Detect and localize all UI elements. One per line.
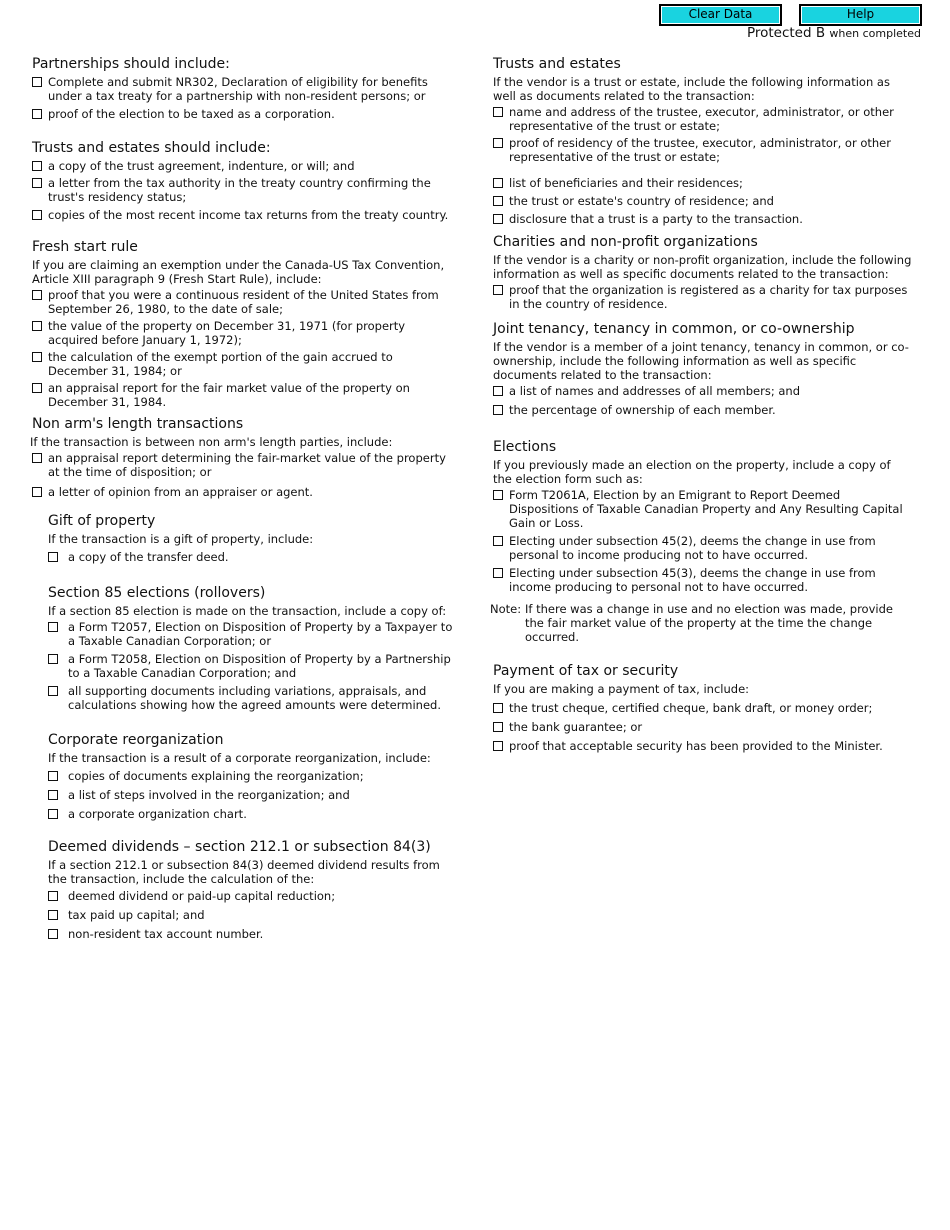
section-title: Deemed dividends – section 212.1 or subsection 84(3)	[48, 839, 431, 855]
section-title: Partnerships should include:	[32, 56, 230, 72]
checkbox[interactable]	[493, 285, 503, 295]
checkbox[interactable]	[493, 490, 503, 500]
protected-small: when completed	[829, 27, 921, 40]
section-title: Trusts and estates should include:	[32, 140, 271, 156]
checkbox[interactable]	[48, 790, 58, 800]
checklist-item: non-resident tax account number.	[48, 927, 456, 941]
section-title: Gift of property	[48, 513, 156, 529]
checkbox[interactable]	[48, 910, 58, 920]
checklist-item: disclosure that a trust is a party to the transaction.	[493, 212, 913, 226]
checklist-item: copies of documents explaining the reorganization;	[48, 769, 456, 783]
checklist-item: a list of steps involved in the reorganization; and	[48, 788, 456, 802]
section-intro: If you are claiming an exemption under the Canada-US Tax Convention, Article XIII paragraph 9 (Fresh Start Rule), include:	[32, 258, 445, 286]
checklist-item: a corporate organization chart.	[48, 807, 456, 821]
checklist-item: the trust cheque, certified cheque, bank draft, or money order;	[493, 701, 913, 715]
section-title: Corporate reorganization	[48, 732, 224, 748]
checklist-item: a Form T2058, Election on Disposition of Property by a Partnership to a Taxable Canadian Corporation; and	[48, 652, 456, 680]
section-title: Joint tenancy, tenancy in common, or co-ownership	[493, 321, 855, 337]
checklist-item: tax paid up capital; and	[48, 908, 456, 922]
checkbox[interactable]	[48, 686, 58, 696]
protected-b-label	[747, 26, 921, 41]
checkbox[interactable]	[32, 210, 42, 220]
checklist-item: deemed dividend or paid-up capital reduction;	[48, 889, 456, 903]
checklist-item: Electing under subsection 45(3), deems the change in use from income producing to personal not to have occurred.	[493, 566, 913, 594]
left-column	[32, 56, 456, 944]
checklist-item: copies of the most recent income tax returns from the treaty country.	[32, 208, 456, 222]
section-payment-of-tax	[493, 663, 913, 753]
checklist-item: a Form T2057, Election on Disposition of Property by a Taxpayer to a Taxable Canadian Corporation; or	[48, 620, 456, 648]
checklist-item: proof that the organization is registered as a charity for tax purposes in the country of residence.	[493, 283, 913, 311]
checkbox[interactable]	[32, 487, 42, 497]
section-gift-of-property	[32, 513, 456, 564]
checkbox[interactable]	[493, 178, 503, 188]
checkbox[interactable]	[493, 214, 503, 224]
section-intro: If a section 85 election is made on the transaction, include a copy of:	[48, 604, 447, 618]
checklist-item: name and address of the trustee, executor, administrator, or other representative of the trust or estate;	[493, 105, 913, 133]
section-intro: If you previously made an election on the property, include a copy of the election form such as:	[493, 458, 891, 486]
checklist-item: proof of the election to be taxed as a corporation.	[32, 107, 456, 121]
section-trusts-and-estates	[493, 56, 913, 226]
section-partnerships	[32, 56, 456, 121]
checkbox[interactable]	[48, 929, 58, 939]
note-text: If there was a change in use and no election was made, provide the fair market value of the property at the time the change occurred.	[525, 602, 893, 644]
section-intro: If the vendor is a trust or estate, include the following information as well as documents related to the transaction:	[493, 75, 890, 103]
checklist-item: a copy of the trust agreement, indenture, or will; and	[32, 159, 456, 173]
checklist-item: Electing under subsection 45(2), deems the change in use from personal to income producing not to have occurred.	[493, 534, 913, 562]
checkbox[interactable]	[32, 77, 42, 87]
checklist-item: proof of residency of the trustee, executor, administrator, or other representative of the trust or estate;	[493, 136, 913, 164]
checklist-item: Form T2061A, Election by an Emigrant to Report Deemed Dispositions of Taxable Canadian Property and Any Resulting Capital Gain or Loss.	[493, 488, 913, 530]
elections-note	[490, 602, 913, 644]
checkbox[interactable]	[493, 741, 503, 751]
checkbox[interactable]	[32, 109, 42, 119]
checkbox[interactable]	[493, 703, 503, 713]
checklist-item: the percentage of ownership of each member.	[493, 403, 913, 417]
section-deemed-dividends	[32, 839, 456, 941]
section-title: Non arm's length transactions	[32, 416, 244, 432]
checkbox[interactable]	[32, 178, 42, 188]
section-joint-tenancy	[493, 321, 913, 417]
checklist-item: an appraisal report for the fair market value of the property on December 31, 1984.	[32, 381, 456, 409]
section-section-85-elections	[32, 585, 456, 712]
checkbox[interactable]	[493, 536, 503, 546]
checkbox[interactable]	[493, 722, 503, 732]
checklist-item: an appraisal report determining the fair-market value of the property at the time of disposition; or	[32, 451, 456, 479]
checkbox[interactable]	[48, 891, 58, 901]
clear-data-button[interactable]: Clear Data	[659, 4, 782, 26]
checkbox[interactable]	[493, 568, 503, 578]
section-charities	[493, 234, 913, 311]
right-column	[490, 56, 913, 756]
section-fresh-start-rule	[32, 239, 456, 409]
section-intro: If you are making a payment of tax, include:	[493, 682, 750, 696]
checkbox[interactable]	[32, 352, 42, 362]
checkbox[interactable]	[493, 196, 503, 206]
checkbox[interactable]	[48, 771, 58, 781]
checkbox[interactable]	[493, 386, 503, 396]
section-intro: If a section 212.1 or subsection 84(3) deemed dividend results from the transaction, include the calculation of the:	[48, 858, 440, 886]
checkbox[interactable]	[48, 654, 58, 664]
section-intro: If the vendor is a member of a joint tenancy, tenancy in common, or co-ownership, include the following information as well as specific documents related to the transaction:	[493, 340, 909, 382]
checklist-item: all supporting documents including variations, appraisals, and calculations showing how the agreed amounts were determined.	[48, 684, 456, 712]
checklist-item: the bank guarantee; or	[493, 720, 913, 734]
section-title: Section 85 elections (rollovers)	[48, 585, 266, 601]
section-intro: If the transaction is a result of a corporate reorganization, include:	[48, 751, 431, 765]
checkbox[interactable]	[32, 290, 42, 300]
section-title: Charities and non-profit organizations	[493, 234, 758, 250]
checklist-item: proof that acceptable security has been provided to the Minister.	[493, 739, 913, 753]
checkbox[interactable]	[32, 161, 42, 171]
checkbox[interactable]	[32, 321, 42, 331]
section-non-arms-length	[32, 416, 456, 499]
checkbox[interactable]	[48, 809, 58, 819]
checkbox[interactable]	[32, 383, 42, 393]
checklist-item: a letter from the tax authority in the treaty country confirming the trust's residency status;	[32, 176, 456, 204]
section-title: Fresh start rule	[32, 239, 138, 255]
help-button[interactable]: Help	[799, 4, 922, 26]
checklist-item: Complete and submit NR302, Declaration of eligibility for benefits under a tax treaty for a partnership with non-resident persons; or	[32, 75, 456, 103]
checklist-item: the trust or estate's country of residence; and	[493, 194, 913, 208]
checkbox[interactable]	[493, 138, 503, 148]
note-label: Note:	[490, 602, 522, 616]
section-intro: If the transaction is between non arm's length parties, include:	[30, 435, 393, 449]
checklist-item: list of beneficiaries and their residences;	[493, 176, 913, 190]
section-title: Trusts and estates	[493, 56, 621, 72]
section-trusts-estates-include	[32, 140, 456, 222]
checkbox[interactable]	[48, 552, 58, 562]
checkbox[interactable]	[32, 453, 42, 463]
section-corporate-reorganization	[32, 732, 456, 821]
section-intro: If the vendor is a charity or non-profit organization, include the following information as well as specific documents related to the transaction:	[493, 253, 912, 281]
checklist-item: proof that you were a continuous resident of the United States from September 26, 1980, to the date of sale;	[32, 288, 456, 316]
section-title: Payment of tax or security	[493, 663, 679, 679]
checklist-item: a list of names and addresses of all members; and	[493, 384, 913, 398]
checklist-item: the calculation of the exempt portion of the gain accrued to December 31, 1984; or	[32, 350, 456, 378]
checkbox[interactable]	[493, 405, 503, 415]
checklist-item: the value of the property on December 31, 1971 (for property acquired before January 1, 1972);	[32, 319, 456, 347]
section-title: Elections	[493, 439, 557, 455]
checkbox[interactable]	[493, 107, 503, 117]
protected-main: Protected B	[746, 25, 826, 41]
section-elections	[490, 439, 913, 644]
checklist-item: a copy of the transfer deed.	[48, 550, 456, 564]
checkbox[interactable]	[48, 622, 58, 632]
checklist-item: a letter of opinion from an appraiser or agent.	[32, 485, 456, 499]
section-intro: If the transaction is a gift of property, include:	[48, 532, 314, 546]
